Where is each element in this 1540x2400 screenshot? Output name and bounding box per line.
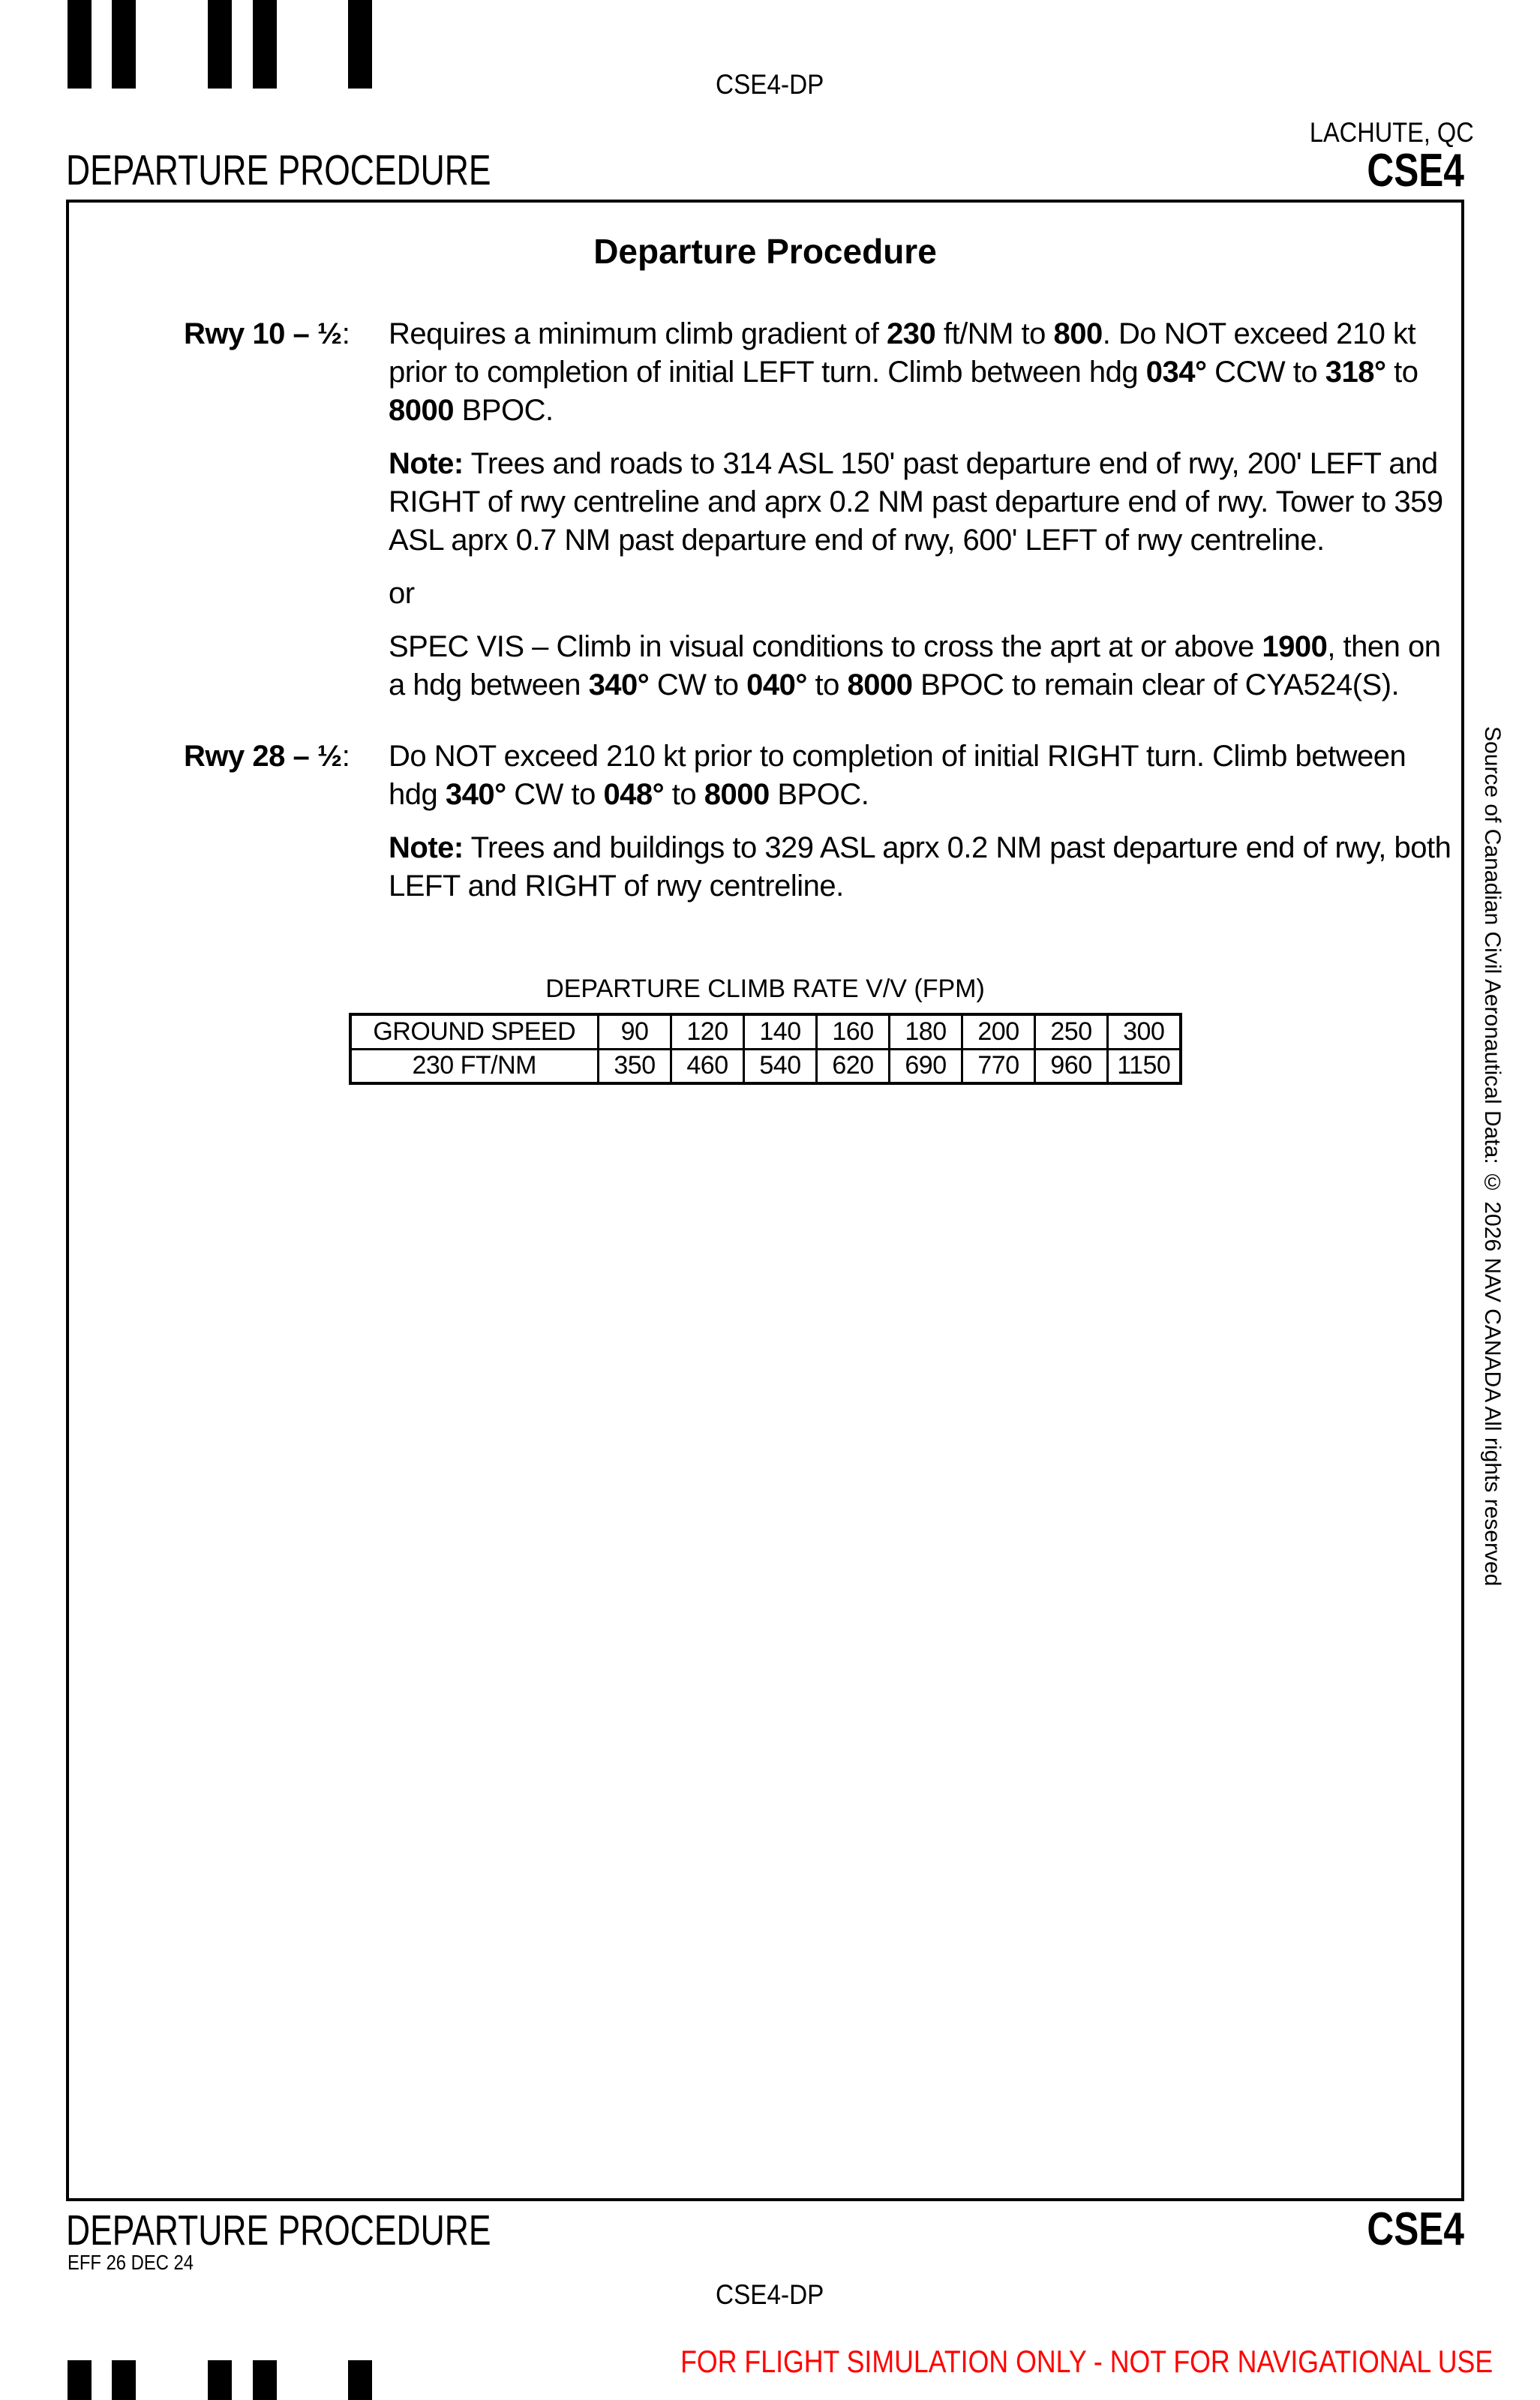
footer-chart-id-text: CSE4	[1367, 2203, 1464, 2255]
footer-title-text: DEPARTURE PROCEDURE	[66, 2206, 491, 2254]
table-cell: 1150	[1108, 1049, 1181, 1083]
section-or: or	[389, 577, 415, 610]
registration-mark	[68, 2360, 92, 2400]
table-cell: 460	[671, 1049, 744, 1083]
section-spec-vis: SPEC VIS – Climb in visual conditions to cross the aprt at or above 1900, then on a hdg between 340° CW to 040° to 8000 BPOC to remain clear of CYA524(S).	[389, 630, 1441, 701]
effective-date	[68, 2251, 216, 2275]
climb-rate-table-block	[69, 975, 1461, 1085]
chart-id	[1343, 144, 1464, 197]
table-cell: GROUND SPEED	[350, 1014, 599, 1049]
table-cell: 200	[962, 1014, 1035, 1049]
table-cell: 690	[890, 1049, 962, 1083]
table-cell: 230 FT/NM	[350, 1049, 599, 1083]
source-attribution: Source of Canadian Civil Aeronautical Data: © 2026 NAV CANADA All rights reserved	[1480, 726, 1505, 1587]
footer-doc-code	[0, 2279, 1540, 2311]
simulation-warning-text: FOR FLIGHT SIMULATION ONLY - NOT FOR NAVIGATIONAL USE	[680, 2344, 1493, 2379]
section-note: Note: Trees and buildings to 329 ASL aprx 0.2 NM past departure end of rwy, both LEFT and RIGHT of rwy centreline.	[389, 831, 1451, 903]
section-paragraph: Requires a minimum climb gradient of 230 ft/NM to 800. Do NOT exceed 210 kt prior to completion of initial LEFT turn. Climb between hdg 034° CCW to 318° to 8000 BPOC.	[389, 317, 1418, 427]
procedure-box	[66, 200, 1464, 2201]
registration-mark	[253, 2360, 277, 2400]
footer-doc-code-text: CSE4-DP	[716, 2279, 824, 2310]
page-title-text: DEPARTURE PROCEDURE	[66, 146, 491, 194]
section-label: Rwy 10 – ½:	[184, 317, 350, 350]
table-cell: 620	[817, 1049, 890, 1083]
ground-speed-row	[350, 1014, 1181, 1049]
table-cell: 300	[1108, 1014, 1181, 1049]
page-title	[66, 146, 611, 195]
registration-mark	[208, 2360, 232, 2400]
section-note: Note: Trees and roads to 314 ASL 150' past departure end of rwy, 200' LEFT and RIGHT of rwy centreline and aprx 0.2 NM past departure end of rwy. Tower to 359 ASL aprx 0.7 NM past departure end of rwy, 600' LEFT of rwy centreline.	[389, 447, 1443, 557]
footer-chart-id	[1343, 2203, 1464, 2256]
footer-title	[66, 2206, 611, 2255]
procedure-title: Departure Procedure	[593, 232, 937, 271]
table-cell: 250	[1035, 1014, 1108, 1049]
climb-rate-row	[350, 1049, 1181, 1083]
top-doc-code-text: CSE4-DP	[716, 69, 824, 100]
top-doc-code	[0, 69, 1540, 101]
table-cell: 120	[671, 1014, 744, 1049]
table-cell: 770	[962, 1049, 1035, 1083]
climb-table-title: DEPARTURE CLIMB RATE V/V (FPM)	[545, 975, 985, 1003]
section-rwy-28	[184, 737, 1454, 906]
climb-table	[349, 1013, 1182, 1085]
section-rwy-10	[184, 315, 1454, 704]
table-cell: 140	[744, 1014, 817, 1049]
section-body	[389, 737, 1461, 906]
table-cell: 540	[744, 1049, 817, 1083]
section-paragraph: Do NOT exceed 210 kt prior to completion of initial RIGHT turn. Climb between hdg 340° CW to 048° to 8000 BPOC.	[389, 740, 1406, 811]
section-label: Rwy 28 – ½:	[184, 740, 350, 773]
chart-id-text: CSE4	[1367, 145, 1464, 197]
table-cell: 960	[1035, 1049, 1108, 1083]
registration-mark	[112, 2360, 136, 2400]
simulation-warning	[537, 2344, 1493, 2380]
table-cell: 180	[890, 1014, 962, 1049]
section-body	[389, 315, 1461, 704]
table-cell: 350	[599, 1049, 671, 1083]
table-cell: 90	[599, 1014, 671, 1049]
effective-date-text: EFF 26 DEC 24	[68, 2251, 194, 2274]
registration-mark	[348, 2360, 372, 2400]
table-cell: 160	[817, 1014, 890, 1049]
location-text: LACHUTE, QC	[1310, 117, 1474, 148]
